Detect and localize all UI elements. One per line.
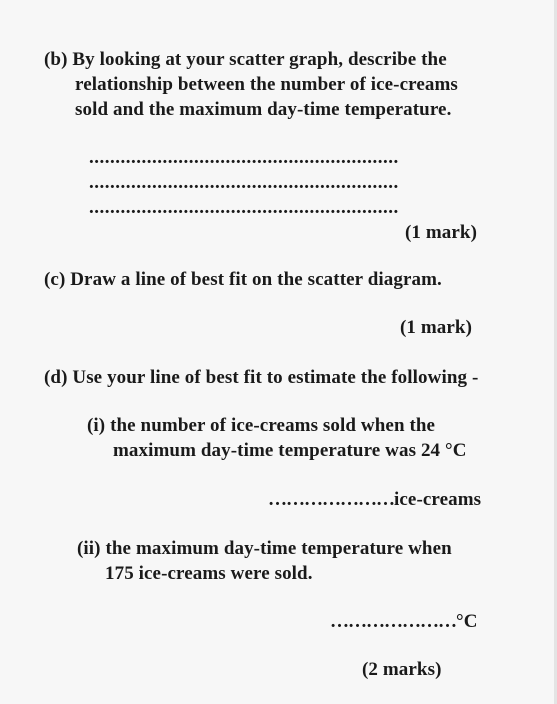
question-b-line-2: relationship between the number of ice-creams — [75, 74, 458, 95]
answer-d-ii — [330, 610, 478, 634]
question-d-i-line-1: (i) the number of ice-creams sold when the — [87, 415, 436, 436]
question-b-line-3: sold and the maximum day-time temperature. — [75, 99, 452, 120]
answer-d-i — [268, 488, 481, 512]
question-b-line-1: (b) By looking at your scatter graph, describe the — [44, 49, 447, 70]
answer-d-i-unit: ice-creams — [394, 489, 482, 510]
answer-line-b-3: ........................................................... — [89, 197, 399, 218]
answer-d-i-dots: ………………… — [268, 489, 394, 510]
mark-d: (2 marks) — [362, 659, 442, 680]
answer-line-b-2: ........................................................... — [89, 172, 399, 193]
answer-line-b-1: ........................................................... — [89, 147, 399, 168]
question-d-ii-line-1: (ii) the maximum day-time temperature when — [77, 538, 452, 559]
question-d: (d) Use your line of best fit to estimate the following - — [44, 367, 479, 388]
question-c: (c) Draw a line of best fit on the scatter diagram. — [44, 269, 442, 290]
question-d-i-line-2: maximum day-time temperature was 24 °C — [113, 440, 467, 461]
mark-b: (1 mark) — [405, 222, 478, 243]
mark-c: (1 mark) — [400, 317, 473, 338]
answer-d-ii-unit: °C — [456, 611, 478, 632]
answer-d-ii-dots: ………………… — [330, 611, 456, 632]
question-d-ii-line-2: 175 ice-creams were sold. — [105, 563, 313, 584]
